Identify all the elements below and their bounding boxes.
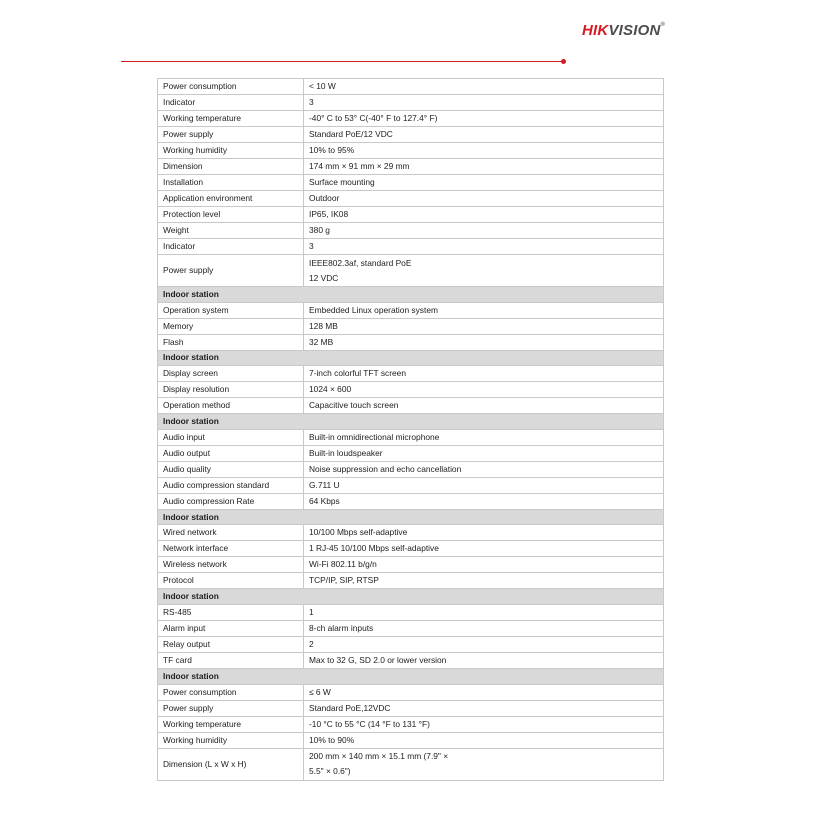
spec-value [304, 541, 664, 557]
section-header-row [158, 668, 664, 684]
spec-value-line: < 10 W [309, 81, 336, 91]
spec-label: Indicator [158, 239, 304, 255]
spec-row [158, 477, 664, 493]
spec-value [304, 318, 664, 334]
spec-value [304, 79, 664, 95]
spec-label: Audio compression standard [158, 477, 304, 493]
spec-value-line: -10 °C to 55 °C (14 °F to 131 °F) [309, 718, 430, 729]
spec-row [158, 445, 664, 461]
spec-row [158, 239, 664, 255]
spec-value-line: 380 g [309, 225, 330, 235]
header-divider-dot [561, 59, 566, 64]
spec-row [158, 79, 664, 95]
spec-value-line: Built-in loudspeaker [309, 447, 383, 458]
spec-label: Working humidity [158, 143, 304, 159]
spec-row [158, 334, 664, 350]
section-header-row [158, 509, 664, 525]
spec-value [304, 95, 664, 111]
spec-label: Operation method [158, 398, 304, 414]
spec-value-line: -40° C to 53° C(-40° F to 127.4° F) [309, 113, 438, 123]
spec-value [304, 748, 664, 780]
spec-row [158, 191, 664, 207]
spec-value [304, 604, 664, 620]
spec-row [158, 318, 664, 334]
spec-row [158, 620, 664, 636]
spec-label: Power supply [158, 700, 304, 716]
spec-row [158, 732, 664, 748]
spec-value-line: IP65, IK08 [309, 209, 349, 219]
spec-value [304, 700, 664, 716]
spec-label: TF card [158, 652, 304, 668]
section-title: Indoor station [158, 350, 664, 366]
spec-value-line: 10/100 Mbps self-adaptive [309, 527, 408, 538]
spec-label: Wired network [158, 525, 304, 541]
spec-value-line: Outdoor [309, 193, 340, 203]
spec-label: Working temperature [158, 716, 304, 732]
spec-value [304, 239, 664, 255]
spec-value [304, 429, 664, 445]
spec-value [304, 223, 664, 239]
spec-row [158, 429, 664, 445]
spec-value-line: 10% to 90% [309, 734, 355, 745]
spec-value [304, 620, 664, 636]
spec-value [304, 573, 664, 589]
spec-table-body [158, 79, 664, 781]
section-title: Indoor station [158, 589, 664, 605]
spec-value-line: G.711 U [309, 479, 340, 490]
spec-value-line: ≤ 6 W [309, 686, 331, 697]
spec-value [304, 302, 664, 318]
spec-label: RS-485 [158, 604, 304, 620]
spec-value [304, 159, 664, 175]
spec-row [158, 95, 664, 111]
section-title: Indoor station [158, 414, 664, 430]
spec-value [304, 732, 664, 748]
spec-label: Operation system [158, 302, 304, 318]
spec-label: Audio input [158, 429, 304, 445]
spec-label: Display resolution [158, 382, 304, 398]
spec-row [158, 636, 664, 652]
spec-value-line: 64 Kbps [309, 495, 340, 506]
brand-logo-part1: HIK [582, 22, 609, 39]
spec-row [158, 716, 664, 732]
section-title: Indoor station [158, 509, 664, 525]
section-header-row [158, 287, 664, 303]
spec-row [158, 684, 664, 700]
spec-label: Display screen [158, 366, 304, 382]
spec-label: Audio quality [158, 461, 304, 477]
spec-value-line: TCP/IP, SIP, RTSP [309, 575, 379, 586]
header-divider [121, 61, 561, 62]
spec-label: Audio output [158, 445, 304, 461]
spec-value [304, 525, 664, 541]
spec-label: Dimension [158, 159, 304, 175]
spec-value-line: Standard PoE,12VDC [309, 702, 391, 713]
spec-row [158, 604, 664, 620]
spec-row [158, 382, 664, 398]
spec-label: Relay output [158, 636, 304, 652]
spec-label: Alarm input [158, 620, 304, 636]
spec-value [304, 191, 664, 207]
spec-label: Audio compression Rate [158, 493, 304, 509]
spec-row [158, 700, 664, 716]
spec-row [158, 652, 664, 668]
spec-value-line: 12 VDC [309, 272, 339, 283]
spec-row [158, 573, 664, 589]
spec-value [304, 477, 664, 493]
spec-value-line: 7-inch colorful TFT screen [309, 368, 406, 379]
spec-value-line: Standard PoE/12 VDC [309, 129, 393, 139]
spec-value-line: 3 [309, 97, 314, 107]
spec-value-line: Built-in omnidirectional microphone [309, 431, 440, 442]
spec-row [158, 525, 664, 541]
spec-value [304, 557, 664, 573]
spec-value [304, 398, 664, 414]
spec-value-line: 1 [309, 606, 314, 617]
spec-value [304, 636, 664, 652]
spec-value [304, 445, 664, 461]
spec-value-line: Capacitive touch screen [309, 400, 399, 411]
spec-row [158, 541, 664, 557]
spec-label: Working temperature [158, 111, 304, 127]
spec-value [304, 175, 664, 191]
brand-logo [582, 22, 665, 39]
spec-label: Power consumption [158, 684, 304, 700]
spec-table [157, 78, 664, 781]
spec-row [158, 493, 664, 509]
spec-row [158, 748, 664, 780]
spec-label: Application environment [158, 191, 304, 207]
spec-label: Memory [158, 318, 304, 334]
spec-row [158, 127, 664, 143]
spec-value [304, 461, 664, 477]
spec-label: Installation [158, 175, 304, 191]
spec-label: Protection level [158, 207, 304, 223]
spec-value-line: Max to 32 G, SD 2.0 or lower version [309, 654, 447, 665]
spec-label: Power consumption [158, 79, 304, 95]
spec-label: Network interface [158, 541, 304, 557]
section-title: Indoor station [158, 287, 664, 303]
brand-registered-mark: ® [660, 22, 666, 28]
section-header-row [158, 589, 664, 605]
spec-value [304, 255, 664, 287]
spec-value-line: 5.5" × 0.6") [309, 766, 351, 777]
spec-value-line: Surface mounting [309, 177, 375, 187]
spec-label: Protocol [158, 573, 304, 589]
spec-row [158, 557, 664, 573]
spec-row [158, 461, 664, 477]
spec-value-line: Embedded Linux operation system [309, 304, 438, 315]
spec-row [158, 255, 664, 287]
spec-row [158, 366, 664, 382]
spec-value-line: 2 [309, 638, 314, 649]
section-title: Indoor station [158, 668, 664, 684]
spec-label: Power supply [158, 255, 304, 287]
spec-row [158, 111, 664, 127]
spec-value-line: 174 mm × 91 mm × 29 mm [309, 161, 410, 171]
spec-value-line: 128 MB [309, 320, 338, 331]
spec-value [304, 207, 664, 223]
spec-row [158, 223, 664, 239]
spec-value [304, 382, 664, 398]
spec-value [304, 493, 664, 509]
spec-value-line: IEEE802.3af, standard PoE [309, 257, 412, 268]
spec-value [304, 111, 664, 127]
spec-row [158, 175, 664, 191]
spec-value [304, 716, 664, 732]
spec-row [158, 207, 664, 223]
spec-label: Wireless network [158, 557, 304, 573]
spec-row [158, 143, 664, 159]
spec-label: Power supply [158, 127, 304, 143]
spec-label: Dimension (L x W x H) [158, 748, 304, 780]
spec-label: Working humidity [158, 732, 304, 748]
section-header-row [158, 414, 664, 430]
spec-value [304, 127, 664, 143]
brand-logo-part2: VISION [608, 22, 661, 39]
spec-label: Flash [158, 334, 304, 350]
section-header-row [158, 350, 664, 366]
spec-row [158, 159, 664, 175]
spec-value-line: 8-ch alarm inputs [309, 622, 374, 633]
spec-value-line: 32 MB [309, 336, 334, 347]
spec-label: Weight [158, 223, 304, 239]
spec-value-line: Noise suppression and echo cancellation [309, 463, 462, 474]
spec-row [158, 302, 664, 318]
spec-value-line: 1 RJ-45 10/100 Mbps self-adaptive [309, 543, 439, 554]
spec-value-line: 3 [309, 241, 314, 251]
spec-value [304, 366, 664, 382]
spec-value [304, 652, 664, 668]
spec-value [304, 334, 664, 350]
spec-value-line: 10% to 95% [309, 145, 355, 155]
spec-row [158, 398, 664, 414]
spec-value-line: Wi-Fi 802.11 b/g/n [309, 559, 377, 570]
spec-value [304, 684, 664, 700]
spec-label: Indicator [158, 95, 304, 111]
spec-value [304, 143, 664, 159]
spec-value-line: 200 mm × 140 mm × 15.1 mm (7.9" × [309, 751, 449, 762]
spec-value-line: 1024 × 600 [309, 384, 352, 395]
